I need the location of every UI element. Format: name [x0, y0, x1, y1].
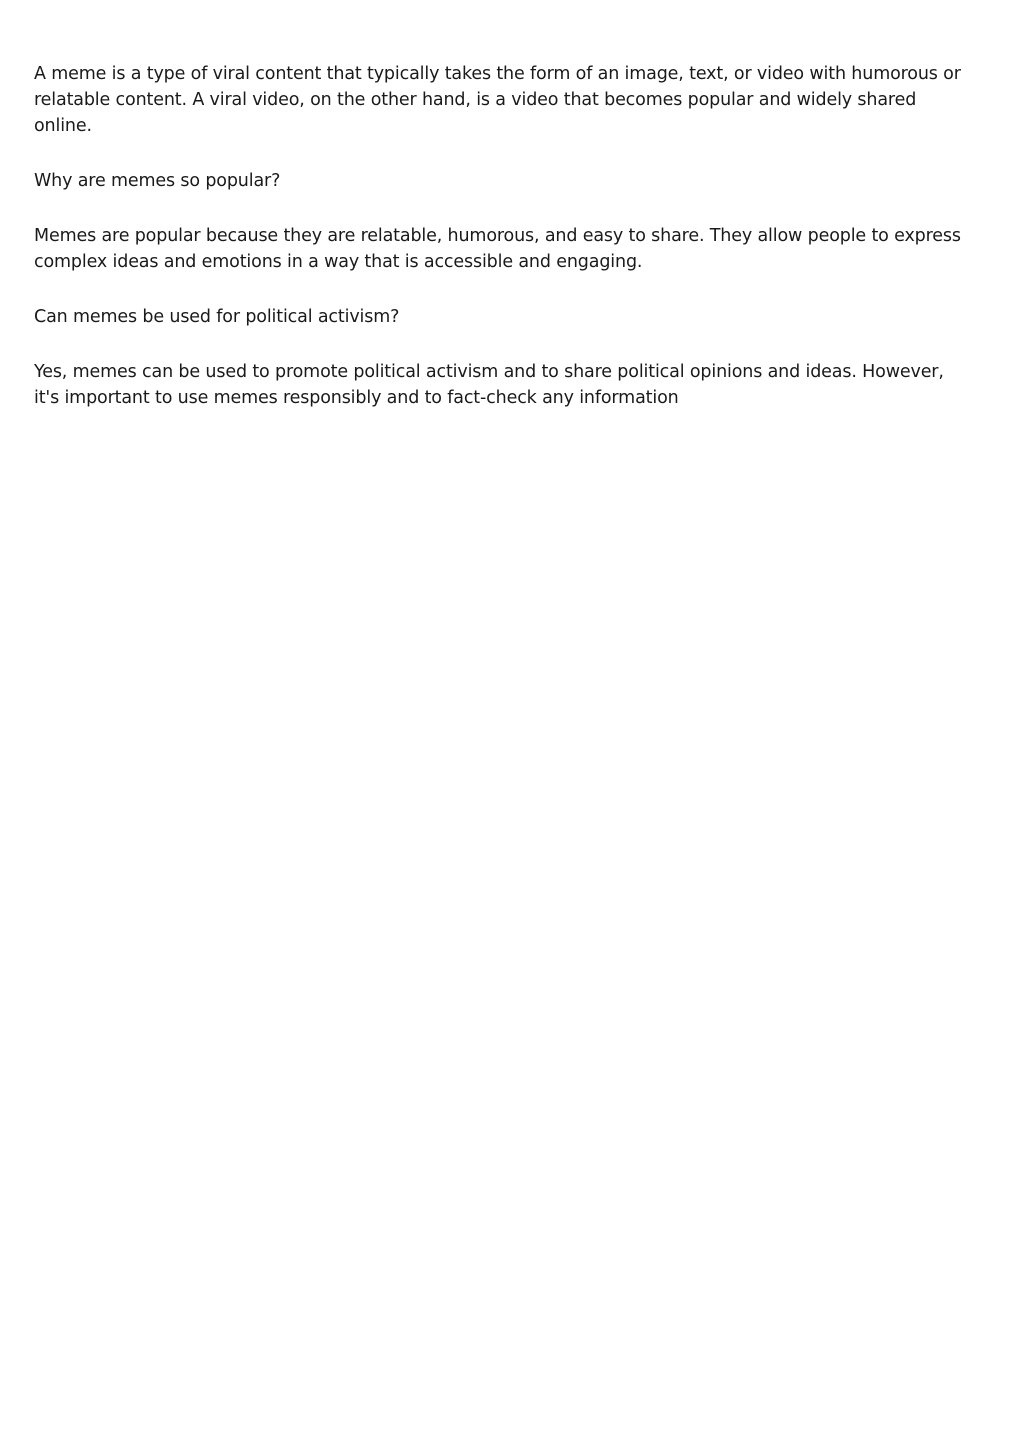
- question-political-activism: Can memes be used for political activism?: [34, 307, 400, 327]
- paragraph-meme-definition: A meme is a type of viral content that typically takes the form of an image, text, or video with humorous or relatable content. A viral video, on the other hand, is a video that becomes popular and widely shared online.: [34, 64, 961, 136]
- paragraph-why-popular-answer: Memes are popular because they are relatable, humorous, and easy to share. They allow people to express complex ideas and emotions in a way that is accessible and engaging.: [34, 226, 961, 272]
- document-body: [34, 61, 964, 440]
- question-why-popular: Why are memes so popular?: [34, 171, 281, 191]
- paragraph-political-activism-answer: Yes, memes can be used to promote political activism and to share political opinions and ideas. However, it's important to use memes responsibly and to fact-check any information: [34, 362, 944, 408]
